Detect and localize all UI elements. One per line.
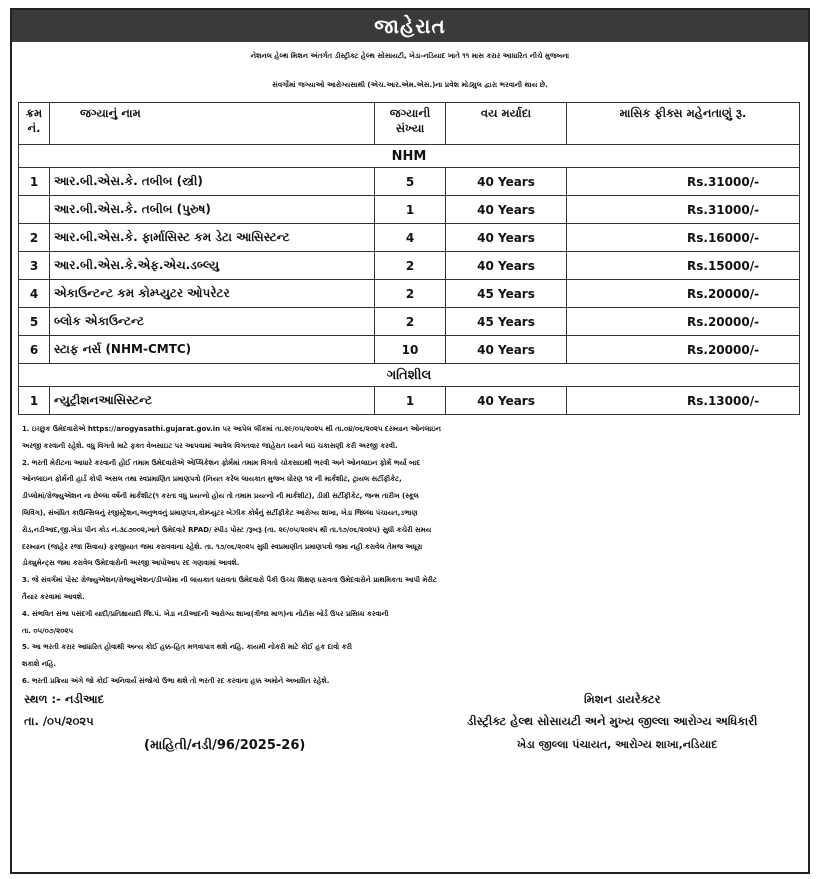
table-header-row xyxy=(19,103,800,145)
intro-line-2: સંવર્ગોમાં જગ્યાઓ આરોગ્યસાથી (એચ.આર.એમ.એસ.)ના પ્રવેશ મોડ્યુલ દ્વારા ભરવાની થાય છે. xyxy=(272,81,548,89)
row-monthly-pay: Rs.20000/- xyxy=(567,308,800,336)
row-sno: 4 xyxy=(19,280,50,308)
row-post-count: 2 xyxy=(375,252,446,280)
table-row xyxy=(19,168,800,196)
row-monthly-pay: Rs.20000/- xyxy=(567,280,800,308)
note-line: 3. જે સંવર્ગમાં પોસ્ટ ગ્રેજ્યુએશન/ગ્રેજ્યુએશન/ડીપ્લોમા ની લાયકાત ધરાવતા ઉમેદવારો પૈકી ઉચ્ચ શિક્ષણ ધરાવતા ઉમેદવારોને પ્રાથમિકતા આપી મેરીટ xyxy=(22,576,437,585)
row-age-limit: 40 Years xyxy=(446,168,567,196)
signatory-organization: ડીસ્ટ્રીક્ટ હેલ્થ સોસાયટી અને મુખ્ય જીલ્લા આરોગ્ય અધિકારી xyxy=(467,713,758,728)
row-age-limit: 40 Years xyxy=(446,196,567,224)
note-line: 2. ભરતી મેરીટના આધારે કરવાની હોઈ તમામ ઉમેદવારોએ એપ્લિકેશન ફોર્મમાં તમામ વિગતો ચોકસાઇથી ભરવી અને ઓનલાઇન ફોર્મ ભર્યા બાદ xyxy=(22,458,421,467)
header-sno: ક્રમ નં. xyxy=(19,103,50,145)
section-row-nhm xyxy=(19,145,800,168)
row-post-name: આર.બી.એસ.કે. તબીબ (પુરુષ) xyxy=(50,196,375,224)
row-age-limit: 45 Years xyxy=(446,280,567,308)
notice-title: જાહેરાત xyxy=(12,10,808,42)
note-line: લિવિંગ), સંબંધિત કાઉન્સિલનું રજીસ્ટ્રેશન,અનુભવનું પ્રમાણપત્ર,કોમ્પ્યુટર બેઝીક કોર્ષનું સર્ટીફીકેટ આરોગ્ય શાખા, ખેડા જિલ્લા પંચાયત,ડભાણ xyxy=(22,508,418,517)
row-post-count: 1 xyxy=(375,196,446,224)
note-line: 5. આ ભરતી કરાર આધારિત હોવાથી અન્ય કોઈ હક્ક-હિત મળવાપાત્ર થશે નહિ. કાયમી નોકરી માટે કોઈ હક દાવો કરી xyxy=(22,643,353,652)
row-sno xyxy=(19,196,50,224)
signatory-title: મિશન ડાયરેક્ટર xyxy=(584,691,661,706)
row-monthly-pay: Rs.20000/- xyxy=(567,336,800,364)
table-row xyxy=(19,336,800,364)
row-post-name: ન્યુટ્રીશનઆસિસ્ટન્ટ xyxy=(50,387,375,415)
header-count: જગ્યાની સંખ્યા xyxy=(375,103,446,145)
table-row xyxy=(19,280,800,308)
row-post-name: સ્ટાફ નર્સ (NHM-CMTC) xyxy=(50,336,375,364)
row-sno: 3 xyxy=(19,252,50,280)
vacancy-table xyxy=(18,102,800,415)
footer-date: તા. /૦૫/૨૦૨૫ xyxy=(24,713,94,728)
row-post-count: 1 xyxy=(375,387,446,415)
table-row xyxy=(19,224,800,252)
advertisement-notice xyxy=(10,8,810,874)
signatory-place: ખેડા જીલ્લા પંચાયત, આરોગ્ય શાખા,નડિયાદ xyxy=(517,737,718,751)
row-post-count: 2 xyxy=(375,308,446,336)
row-monthly-pay: Rs.31000/- xyxy=(567,196,800,224)
section-label-nhm: NHM xyxy=(19,145,800,168)
note-line: ઓનલાઇન ફોર્મની હાર્ડ કોપી અસલ તથા સ્વપ્રમાણિત પ્રમાણપત્રો (નિયત કરેલ લાયકાત મુજબ ધોરણ ૧૨ ની માર્કશીટ, ટ્રાયલ સર્ટીફીકેટ, xyxy=(22,475,402,484)
row-sno: 1 xyxy=(19,387,50,415)
note-line: ડીપ્લોમાં/ગ્રેજ્યુએશન ના છેલ્લા વર્ષની માર્કશીટ(૧ કરતા વધુ પ્રયત્નો હોય તો તમામ પ્રયત્નો ની માર્કશીટ), ડીગ્રી સર્ટીફીકેટ, જન્મ તારીખ (સ્કૂલ xyxy=(22,492,419,501)
note-line: તા. ૦૫/૦૭/૨૦૨૫ xyxy=(22,626,74,635)
footer-place: સ્થળ :- નડીઆદ xyxy=(24,691,105,706)
row-age-limit: 40 Years xyxy=(446,336,567,364)
note-line: 4. સંભવિત સંભા પસંદગી યાદી/પ્રતિક્ષાયાદી જિ.પં. ખેડા નડીઆદની આરોગ્ય શાખા(ત્રીજા માળ)ના નોટીસ બોર્ડ ઉપર પ્રસિધ્ધ કરવાની xyxy=(22,609,389,618)
note-line: 6. ભરતી પ્રક્રિયા અંગે જો કોઈ અનિવાર્ય સંજોગો ઉભા થશે તો ભરતી રદ કરવાના હક્ક અમોને અબાધિત રહેશે. xyxy=(22,676,330,685)
header-post: જગ્યાનું નામ xyxy=(50,103,375,145)
table-row xyxy=(19,308,800,336)
section-label-dynamic: ગતિશીલ xyxy=(19,364,800,387)
note-line: શકાશે નહિ. xyxy=(22,660,57,669)
note-line: તૈયાર કરવામાં આવશે. xyxy=(22,592,85,601)
row-post-count: 10 xyxy=(375,336,446,364)
row-age-limit: 40 Years xyxy=(446,224,567,252)
header-pay: માસિક ફીક્સ મહેનતાણું રૂ. xyxy=(567,103,800,145)
row-age-limit: 40 Years xyxy=(446,387,567,415)
section-row-dynamic xyxy=(19,364,800,387)
row-monthly-pay: Rs.16000/- xyxy=(567,224,800,252)
row-post-count: 5 xyxy=(375,168,446,196)
row-age-limit: 45 Years xyxy=(446,308,567,336)
row-sno: 6 xyxy=(19,336,50,364)
footer-reference: (માહિતી/નડી/96/2025-26) xyxy=(144,737,306,753)
intro-line-1: નેશનલ હેલ્થ મિશન અંતર્ગત ડીસ્ટ્રીક્ટ હેલ્થ સોસાયટી, ખેડા-નડિયાદ ખાતે ૧૧ માસ કરાર આધારિત નીચે મુજબના xyxy=(250,52,570,60)
row-post-count: 4 xyxy=(375,224,446,252)
footer xyxy=(12,690,808,760)
note-line: રોડ,નડીઆદ,જી.ખેડા પીન કોડ નં.૩૮૭૦૦૨,ખાતે ઉમેદવારે RPAD/ સ્પીડ પોસ્ટ /રૂબરૂ (તા. ૨૯/૦૫/૨૦૨૫ થી તા.૧૭/૦૬/૨૦૨૫) સુધી કચેરી સમય xyxy=(22,525,432,534)
note-line: ડોક્યુમેન્ટ્સ જમા કરાવેલ ઉમેદવારોની અરજી આપોઆપ રદ ગણવામાં આવશે. xyxy=(22,559,240,568)
row-post-name: આર.બી.એસ.કે.એફ.એચ.ડબ્લ્યુ xyxy=(50,252,375,280)
row-age-limit: 40 Years xyxy=(446,252,567,280)
row-monthly-pay: Rs.13000/- xyxy=(567,387,800,415)
row-post-count: 2 xyxy=(375,280,446,308)
row-monthly-pay: Rs.31000/- xyxy=(567,168,800,196)
row-sno: 1 xyxy=(19,168,50,196)
table-row xyxy=(19,387,800,415)
row-sno: 2 xyxy=(19,224,50,252)
row-monthly-pay: Rs.15000/- xyxy=(567,252,800,280)
row-sno: 5 xyxy=(19,308,50,336)
note-line: 1. ઇચ્છુક ઉમેદવારોએ https://arogyasathi.gujarat.gov.in પર આપેલ લીંકમાં તા.૨૯/૦૫/૨૦૨૫ થી તા.૦૪/૦૬/૨૦૨૫ દરમ્યાન ઓનલાઇન xyxy=(22,425,441,433)
row-post-name: બ્લોક એકાઉન્ટન્ટ xyxy=(50,308,375,336)
notes-section xyxy=(22,421,800,690)
row-post-name: એકાઉન્ટન્ટ કમ કોમ્પ્યુટર ઓપરેટર xyxy=(50,280,375,308)
row-post-name: આર.બી.એસ.કે. ફાર્માસિસ્ટ કમ ડેટા આસિસ્ટન્ટ xyxy=(50,224,375,252)
note-line: અરજી કરવાની રહેશે. વધુ વિગતો માટે ફક્ત વેબસાઇટ પર આપવામાં આવેલ વિગતવાર જાહેરાત ધ્યાને લઇ ચકાસણી કરી અરજી કરવી. xyxy=(22,441,398,450)
note-line: દરમ્યાન (જાહેર રજા સિવાય) ફરજીયાત જમા કરાવવાના રહેશે. તા. ૧૭/૦૬/૨૦૨૫ સુધી સ્વપ્રમાણીત પ્રમાણપત્રો જમા નહી કરાવેલ તેમજ અધૂરા xyxy=(22,542,423,551)
row-post-name: આર.બી.એસ.કે. તબીબ (સ્ત્રી) xyxy=(50,168,375,196)
table-row xyxy=(19,252,800,280)
header-age: વય મર્યાદા xyxy=(446,103,567,145)
table-row xyxy=(19,196,800,224)
